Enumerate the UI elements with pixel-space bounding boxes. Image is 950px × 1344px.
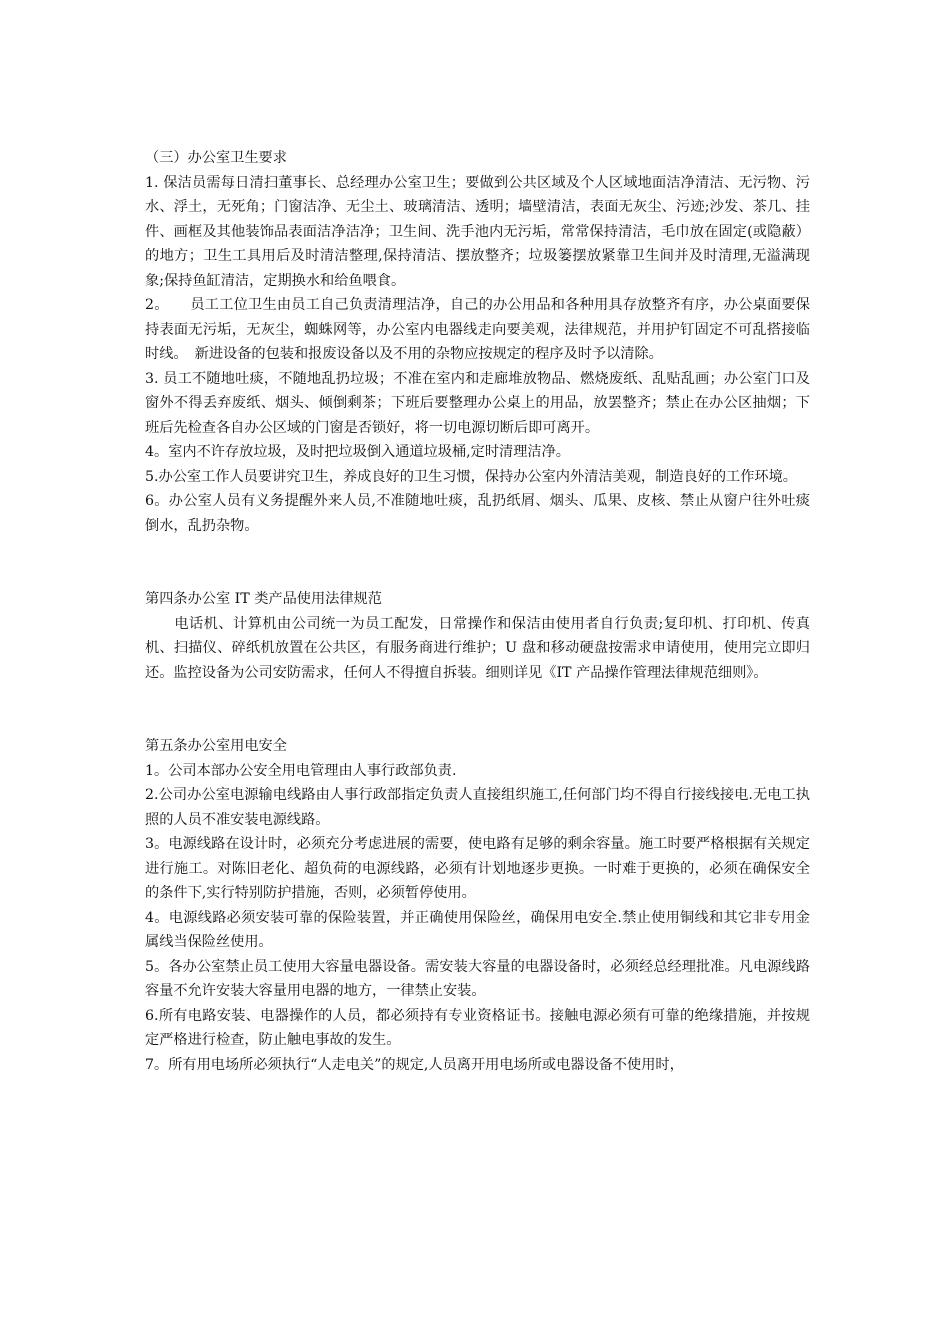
- section-5-item-6: 6.所有电路安装、电器操作的人员，都必须持有专业资格证书。接触电源必须有可靠的绝缘措施，并按规定严格进行检查，防止触电事故的发生。: [145, 1007, 810, 1048]
- section-5-item-4: 4。电源线路必须安装可靠的保险装置，并正确使用保险丝，确保用电安全.禁止使用铜线和其它非专用金属线当保险丝使用。: [145, 909, 810, 950]
- section-spacer: [145, 538, 810, 587]
- section-3-item-1: 1. 保洁员需每日清扫董事长、总经理办公室卫生；要做到公共区域及个人区域地面洁净清洁、无污物、污水、浮土，无死角；门窗洁净、无尘土、玻璃清洁、透明；墙壁清洁，表面无灰尘、污迹;沙发、茶几、挂件、画框及其他装饰品表面洁净洁净；卫生间、洗手池内无污垢，常常保持清洁，毛巾放在固定(或隐蔽）的地方；卫生工具用后及时清洁整理,保持清洁、摆放整齐；垃圾篓摆放紧靠卫生间并及时清理,无溢满现象;保持鱼缸清洁，定期换水和给鱼喂食。: [145, 174, 810, 289]
- section-3-item-3: 3. 员工不随地吐痰，不随地乱扔垃圾；不准在室内和走廊堆放物品、燃烧废纸、乱贴乱画；办公室门口及窗外不得丢弃废纸、烟头、倾倒剩茶；下班后要整理办公桌上的用品，放罢整齐；禁止在办公区抽烟；下班后先检查各自办公区域的门窗是否锁好，将一切电源切断后即可离开。: [145, 370, 810, 436]
- section-5-item-7: 7。所有用电场所必须执行“人走电关”的规定,人员离开用电场所或电器设备不使用时，: [145, 1056, 684, 1073]
- section-5-title: 第五条办公室用电安全: [145, 738, 287, 754]
- section-4-title: 第四条办公室 IT 类产品使用法律规范: [145, 591, 382, 607]
- section-4-paragraph: 电话机、计算机由公司统一为员工配发，日常操作和保洁由使用者自行负责;复印机、打印机、传真机、扫描仪、碎纸机放置在公共区，有服务商进行维护；U 盘和移动硬盘按需求申请使用，使用完立即归还。监控设备为公司安防需求，任何人不得擅自拆装。细则详见《IT 产品操作管理法律规范细则》。: [145, 615, 810, 681]
- section-3-item-6: 6。办公室人员有义务提醒外来人员,不准随地吐痰，乱扔纸屑、烟头、瓜果、皮核、禁止从窗户往外吐痰倒水，乱扔杂物。: [145, 493, 810, 534]
- section-3-item-4: 4。室内不许存放垃圾，及时把垃圾倒入通道垃圾桶,定时清理洁净。: [145, 444, 570, 460]
- section-5-item-2: 2.公司办公室电源输电线路由人事行政部指定负责人直接组织施工,任何部门均不得自行接线接电.无电工执照的人员不准安装电源线路。: [145, 787, 810, 828]
- section-5-item-3: 3。电源线路在设计时，必须充分考虑进展的需要，使电路有足够的剩余容量。施工时要严格根据有关规定进行施工。对陈旧老化、超负荷的电源线路，必须有计划地逐步更换。一时难于更换的，必须在确保安全的条件下,实行特别防护措施，否则，必须暂停使用。: [145, 836, 810, 901]
- section-3-item-5: 5.办公室工作人员要讲究卫生，养成良好的卫生习惯，保持办公室内外清洁美观，制造良好的工作环境。: [145, 468, 797, 485]
- document-body: [145, 146, 810, 1077]
- section-spacer: [145, 685, 810, 734]
- section-5-item-5: 5。各办公室禁止员工使用大容量电器设备。需安装大容量的电器设备时，必须经总经理批准。凡电源线路容量不允许安装大容量用电器的地方，一律禁止安装。: [145, 958, 810, 999]
- section-5-item-1: 1。公司本部办公安全用电管理由人事行政部负责.: [145, 762, 457, 779]
- section-3-title: （三）办公室卫生要求: [145, 150, 287, 166]
- section-3-item-2: 2。 员工工位卫生由员工自己负责清理洁净，自己的办公用品和各种用具存放整齐有序，办公桌面要保持表面无污垢，无灰尘，蜘蛛网等，办公室内电器线走向要美观，法律规范，并用护钉固定不可乱搭接临时线。 新进设备的包装和报废设备以及不用的杂物应按规定的程序及时予以清除。: [145, 297, 810, 362]
